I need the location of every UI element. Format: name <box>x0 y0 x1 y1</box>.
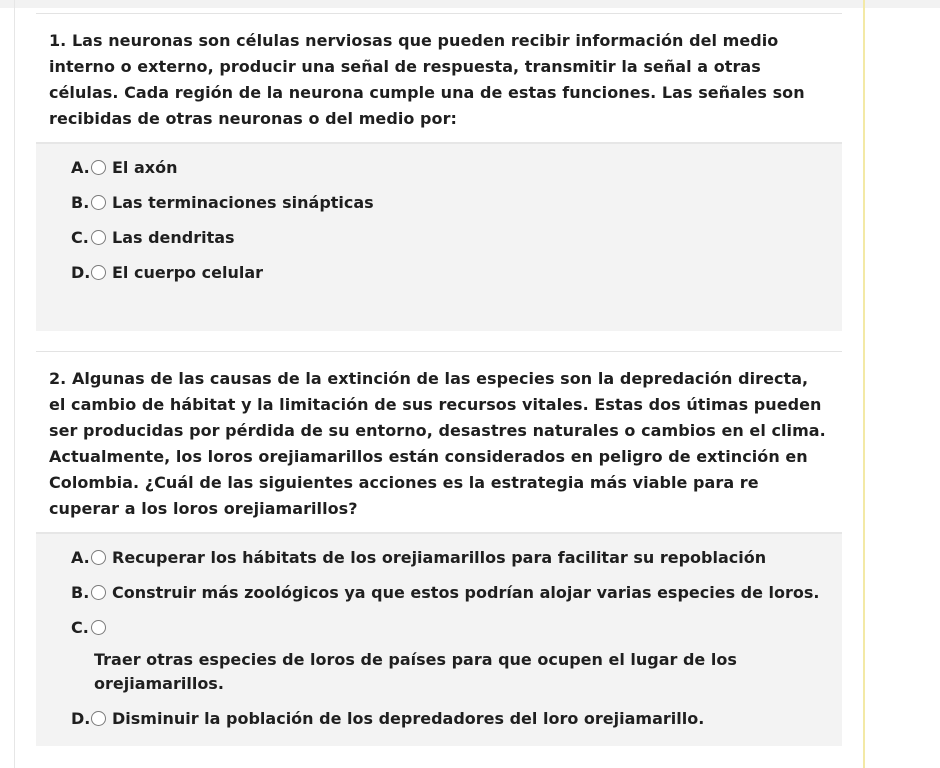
option-a[interactable] <box>36 156 842 180</box>
option-letter: C. <box>71 618 89 637</box>
option-d[interactable] <box>36 261 842 285</box>
option-b[interactable] <box>36 581 842 605</box>
radio-button[interactable] <box>91 585 106 600</box>
option-c[interactable] <box>36 616 842 696</box>
question-2-options <box>36 532 842 746</box>
top-strip <box>0 0 940 8</box>
option-a[interactable] <box>36 546 842 570</box>
option-letter: A. <box>71 548 90 567</box>
left-border <box>14 0 15 768</box>
option-label: Traer otras especies de loros de países para que ocupen el lugar de los orejiamarillos. <box>94 650 737 693</box>
radio-button[interactable] <box>91 265 106 280</box>
option-label: Las dendritas <box>112 228 235 247</box>
option-letter: A. <box>71 158 90 177</box>
option-label: El axón <box>112 158 178 177</box>
question-body: Algunas de las causas de la extinción de las especies son la depredación directa, el cambio de hábitat y la limitación de sus recursos vitales. Estas dos útimas pueden ser producidas por pérdida de su entorno, desastres naturales o cambios en el clima. Actualmente, los loros orejiamarillos están considerados en peligro de extinción en Colombia. ¿Cuál de las siguientes acciones es la estrategia más viable para re cuperar a los loros orejiamarillos? <box>49 369 826 518</box>
option-label: Las terminaciones sinápticas <box>112 193 374 212</box>
question-2 <box>36 351 842 746</box>
option-c[interactable] <box>36 226 842 250</box>
option-d[interactable] <box>36 707 842 731</box>
option-label: Construir más zoológicos ya que estos podrían alojar varias especies de loros. <box>112 583 820 602</box>
question-1 <box>36 13 842 331</box>
radio-button[interactable] <box>91 711 106 726</box>
question-number: 1. <box>49 31 67 50</box>
option-letter: D. <box>71 263 91 282</box>
option-label: Recuperar los hábitats de los orejiamarillos para facilitar su repoblación <box>112 548 767 567</box>
question-1-text <box>36 14 842 142</box>
radio-button[interactable] <box>91 620 106 635</box>
radio-button[interactable] <box>91 550 106 565</box>
option-letter: C. <box>71 228 89 247</box>
question-1-options <box>36 142 842 331</box>
right-border <box>863 0 865 768</box>
option-letter: D. <box>71 709 91 728</box>
option-letter: B. <box>71 583 90 602</box>
option-label: El cuerpo celular <box>112 263 263 282</box>
question-body: Las neuronas son células nerviosas que pueden recibir información del medio interno o externo, producir una señal de respuesta, transmitir la señal a otras células. Cada región de la neurona cumple una de estas funciones. Las señales son recibidas de otras neuronas o del medio por: <box>49 31 805 128</box>
option-label: Disminuir la población de los depredadores del loro orejiamarillo. <box>112 709 705 728</box>
option-b[interactable] <box>36 191 842 215</box>
radio-button[interactable] <box>91 160 106 175</box>
option-letter: B. <box>71 193 90 212</box>
question-2-text <box>36 352 842 532</box>
question-number: 2. <box>49 369 67 388</box>
radio-button[interactable] <box>91 230 106 245</box>
radio-button[interactable] <box>91 195 106 210</box>
